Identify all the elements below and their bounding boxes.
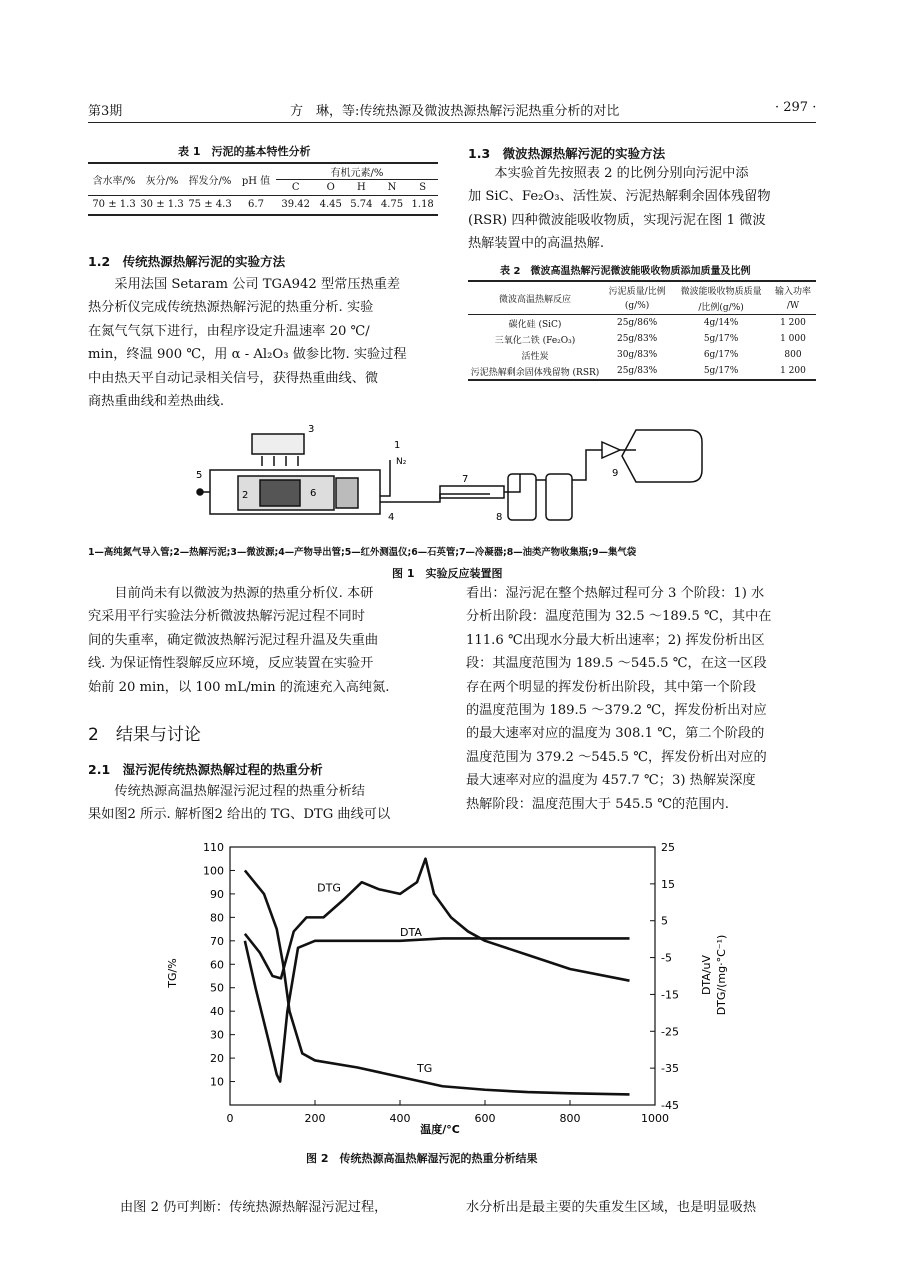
text-line: 分析出阶段：温度范围为 32.5 ～189.5 ℃，其中在 bbox=[466, 609, 772, 625]
y2-tick-label: 5 bbox=[661, 914, 668, 928]
table1-cell: 30 ± 1.3 bbox=[140, 199, 184, 211]
table2-cell: 污泥热解剩余固体残留物 (RSR) bbox=[470, 367, 600, 378]
oil-collector-2 bbox=[546, 474, 572, 520]
table2-cell: 25g/83% bbox=[616, 366, 658, 376]
bottom-left-text: 由图 2 仍可判断：传统热源热解湿污泥过程， bbox=[120, 1200, 388, 1215]
table1-cell: 39.42 bbox=[281, 199, 311, 211]
table1-header: 挥发分/% bbox=[188, 176, 232, 187]
label-8: 8 bbox=[496, 512, 503, 523]
section-2-heading: 2 结果与讨论 bbox=[88, 725, 201, 745]
condenser bbox=[440, 486, 504, 498]
header-page: · 297 · bbox=[775, 100, 817, 115]
x-axis-label: 温度/°C bbox=[420, 1123, 460, 1136]
y2-axis-label: DTA/uV bbox=[700, 954, 713, 996]
table2-cell: 1 200 bbox=[780, 366, 806, 376]
y2-tick-label: -35 bbox=[661, 1062, 679, 1076]
text-line: 究采用平行实验法分析微波热解污泥过程不同时 bbox=[88, 609, 365, 625]
x-tick-label: 600 bbox=[474, 1112, 496, 1125]
header-issue: 第3期 bbox=[88, 104, 123, 119]
y-axis-label: TG/% bbox=[166, 958, 179, 988]
table1-element: S bbox=[419, 182, 427, 193]
microwave-source bbox=[252, 434, 304, 454]
text-line: 温度范围为 379.2 ～545.5 ℃，挥发份析出对应的 bbox=[466, 749, 767, 765]
table2-header: /W bbox=[786, 301, 800, 311]
table1-cell: 75 ± 4.3 bbox=[188, 199, 232, 211]
y-tick-label: 80 bbox=[210, 911, 224, 925]
text-line: (RSR) 四种微波能吸收物质，实现污泥在图 1 微波 bbox=[468, 212, 766, 228]
y-tick-label: 60 bbox=[210, 958, 224, 972]
table1-cell: 6.7 bbox=[248, 199, 264, 211]
header-title: 方 琳，等:传统热源及微波热源热解污泥热重分析的对比 bbox=[290, 104, 620, 119]
n2-inlet-pipe bbox=[380, 460, 390, 496]
y-tick-label: 10 bbox=[210, 1075, 224, 1089]
text-line: 传统热源高温热解湿污泥过程的热重分析结 bbox=[114, 784, 365, 799]
left-paragraph bbox=[88, 582, 438, 699]
text-line: 热分析仪完成传统热源热解污泥的热重分析. 实验 bbox=[88, 300, 374, 316]
label-n2: N₂ bbox=[396, 457, 407, 467]
text-line: 最大速率对应的温度为 457.7 ℃；3) 热解炭深度 bbox=[466, 773, 756, 789]
table-row bbox=[468, 315, 816, 332]
figure2-chart bbox=[150, 835, 810, 1145]
table2 bbox=[468, 280, 816, 381]
label-2: 2 bbox=[242, 490, 249, 501]
table2-header: (g/%) bbox=[624, 301, 650, 311]
y-tick-label: 110 bbox=[203, 841, 224, 854]
table1 bbox=[88, 162, 438, 216]
x-tick-label: 0 bbox=[226, 1112, 234, 1125]
series-label: DTA bbox=[400, 926, 422, 940]
sludge-sample bbox=[260, 480, 300, 506]
table2-header: /比例(g/%) bbox=[698, 302, 744, 313]
text-line: 段：其温度范围为 189.5 ～545.5 ℃，在这一区段 bbox=[466, 656, 767, 672]
label-7: 7 bbox=[462, 474, 469, 485]
text-line: 111.6 ℃出现水分最大析出速率；2) 挥发份析出区 bbox=[466, 632, 765, 648]
y2-tick-label: 15 bbox=[661, 877, 675, 891]
y2-tick-label: -45 bbox=[661, 1099, 679, 1112]
text-line: 线. 为保证惰性裂解反应环境，反应装置在实验开 bbox=[88, 656, 374, 672]
right-paragraph bbox=[466, 582, 816, 816]
series-dtg-line bbox=[245, 859, 630, 981]
x-tick-label: 800 bbox=[559, 1112, 581, 1125]
table-row bbox=[468, 347, 816, 363]
table1-header: pH 值 bbox=[241, 176, 271, 187]
series-label: TG bbox=[417, 1062, 433, 1076]
table1-organic-header: 有机元素/% bbox=[276, 164, 438, 180]
section-2-1-body bbox=[88, 780, 438, 827]
text-line: 看出：湿污泥在整个热解过程可分 3 个阶段：1) 水 bbox=[466, 586, 765, 601]
table2-cell: 5g/17% bbox=[703, 334, 739, 344]
table2-header: 微波高温热解反应 bbox=[498, 294, 571, 305]
y2-tick-label: -15 bbox=[661, 988, 679, 1002]
table1-cell: 4.75 bbox=[380, 199, 404, 211]
table2-caption: 表 2 微波高温热解污泥微波能吸收物质添加质量及比例 bbox=[500, 266, 751, 277]
table1-cell: 1.18 bbox=[411, 199, 434, 211]
label-3: 3 bbox=[308, 424, 315, 435]
y-tick-label: 70 bbox=[210, 934, 224, 948]
table2-header: 输入功率 bbox=[774, 286, 811, 297]
bottom-right-text: 水分析出是最主要的失重发生区域，也是明显吸热 bbox=[466, 1200, 757, 1215]
text-line: 热解装置中的高温热解. bbox=[468, 236, 605, 252]
y-tick-label: 90 bbox=[210, 887, 224, 901]
y2-tick-label: -25 bbox=[661, 1025, 679, 1039]
table2-cell: 4g/14% bbox=[703, 318, 739, 328]
x-tick-label: 400 bbox=[389, 1112, 411, 1125]
table1-caption: 表 1 污泥的基本特性分析 bbox=[178, 145, 311, 158]
gas-pipe bbox=[572, 450, 602, 480]
y-tick-label: 50 bbox=[210, 981, 224, 995]
text-line: 本实验首先按照表 2 的比例分别向污泥中添 bbox=[494, 166, 749, 181]
table2-cell: 30g/83% bbox=[616, 350, 658, 360]
table2-header: 微波能吸收物质质量 bbox=[680, 286, 762, 297]
series-tg-line bbox=[245, 870, 630, 1094]
text-line: 的温度范围为 189.5 ～379.2 ℃，挥发份析出对应 bbox=[466, 703, 767, 719]
table1-cell: 4.45 bbox=[319, 199, 342, 211]
text-line: 目前尚未有以微波为热源的热重分析仪. 本研 bbox=[114, 586, 374, 601]
table2-cell: 活性炭 bbox=[521, 351, 549, 362]
table1-element: O bbox=[326, 182, 335, 193]
table2-cell: 1 000 bbox=[780, 334, 806, 344]
gas-bag bbox=[622, 430, 702, 482]
x-tick-label: 1000 bbox=[641, 1112, 669, 1125]
text-line: 中由热天平自动记录相关信号，获得热重曲线、微 bbox=[88, 370, 379, 386]
label-1: 1 bbox=[394, 440, 401, 451]
text-line: 果如图2 所示. 解析图2 给出的 TG、DTG 曲线可以 bbox=[88, 807, 391, 823]
table-row bbox=[468, 363, 816, 379]
label-6: 6 bbox=[310, 488, 317, 499]
table1-element: N bbox=[387, 182, 397, 193]
x-tick-label: 200 bbox=[304, 1112, 326, 1125]
figure2-caption: 图 2 传统热源高温热解湿污泥的热重分析结果 bbox=[306, 1152, 538, 1165]
text-line: 间的失重率，确定微波热解污泥过程升温及失重曲 bbox=[88, 632, 379, 648]
table1-cell: 70 ± 1.3 bbox=[92, 199, 136, 211]
table2-cell: 25g/86% bbox=[616, 318, 658, 328]
table1-header: 含水率/% bbox=[92, 176, 136, 187]
figure1-caption: 图 1 实验反应装置图 bbox=[392, 567, 503, 580]
table2-cell: 1 200 bbox=[780, 318, 806, 328]
label-9: 9 bbox=[612, 468, 619, 479]
text-line: 存在两个明显的挥发份析出阶段，其中第一个阶段 bbox=[466, 679, 757, 695]
series-label: DTG bbox=[317, 881, 341, 895]
section-1-2-heading: 1.2 传统热源热解污泥的实验方法 bbox=[88, 254, 286, 269]
table2-cell: 5g/17% bbox=[703, 366, 739, 376]
section-1-3-body bbox=[468, 162, 816, 256]
table-row bbox=[468, 331, 816, 347]
microwave-arrows bbox=[262, 456, 298, 466]
text-line: 的最大速率对应的温度为 308.1 ℃，第二个阶段的 bbox=[466, 726, 765, 742]
table2-cell: 25g/83% bbox=[616, 334, 658, 344]
table2-cell: 碳化硅 (SiC) bbox=[508, 319, 562, 330]
table2-cell: 三氧化二铁 (Fe₂O₃) bbox=[494, 335, 576, 346]
plug bbox=[336, 478, 358, 508]
table1-header: 灰分/% bbox=[145, 176, 179, 187]
label-4: 4 bbox=[388, 512, 395, 523]
y2-tick-label: 25 bbox=[661, 841, 675, 854]
table2-cell: 6g/17% bbox=[703, 350, 739, 360]
table2-cell: 800 bbox=[784, 350, 802, 360]
figure1-apparatus-diagram bbox=[190, 420, 710, 540]
connect-pipe bbox=[504, 474, 520, 492]
text-line: min，终温 900 ℃，用 α - Al₂O₃ 做参比物. 实验过程 bbox=[88, 347, 407, 363]
y3-axis-label: DTG/(mg·°C⁻¹) bbox=[715, 934, 728, 1016]
table1-cell: 5.74 bbox=[350, 199, 373, 211]
y-tick-label: 100 bbox=[203, 864, 224, 878]
section-1-3-heading: 1.3 微波热源热解污泥的实验方法 bbox=[468, 146, 666, 161]
text-line: 加 SiC、Fe₂O₃、活性炭、污泥热解剩余固体残留物 bbox=[468, 189, 771, 205]
text-line: 商热重曲线和差热曲线. bbox=[88, 394, 225, 410]
table2-header: 污泥质量/比例 bbox=[608, 286, 666, 297]
text-line: 在氮气气氛下进行，由程序设定升温速率 20 ℃/ bbox=[88, 323, 370, 339]
table1-element: C bbox=[291, 182, 300, 193]
header-rule bbox=[88, 122, 816, 123]
table1-element: H bbox=[357, 182, 366, 193]
y-tick-label: 30 bbox=[210, 1028, 224, 1042]
y-tick-label: 40 bbox=[210, 1005, 224, 1019]
oil-collector-1 bbox=[508, 474, 536, 520]
section-2-1-heading: 2.1 湿污泥传统热源热解过程的热重分析 bbox=[88, 762, 323, 777]
series-dta-line bbox=[245, 938, 630, 1081]
check-valve bbox=[602, 442, 620, 458]
figure1-legend: 1—高纯氮气导入管;2—热解污泥;3—微波源;4—产物导出管;5—红外测温仪;6—石英管;7—冷凝器;8—油类产物收集瓶;9—集气袋 bbox=[88, 547, 637, 558]
ir-thermometer-head bbox=[197, 489, 203, 495]
y2-tick-label: -5 bbox=[661, 951, 672, 965]
label-5: 5 bbox=[196, 470, 203, 481]
section-1-2-body bbox=[88, 273, 438, 413]
y-tick-label: 20 bbox=[210, 1052, 224, 1066]
text-line: 采用法国 Setaram 公司 TGA942 型常压热重差 bbox=[114, 277, 401, 292]
text-line: 热解阶段：温度范围大于 545.5 ℃的范围内. bbox=[466, 796, 729, 812]
text-line: 始前 20 min，以 100 mL/min 的流速充入高纯氮. bbox=[88, 679, 390, 695]
